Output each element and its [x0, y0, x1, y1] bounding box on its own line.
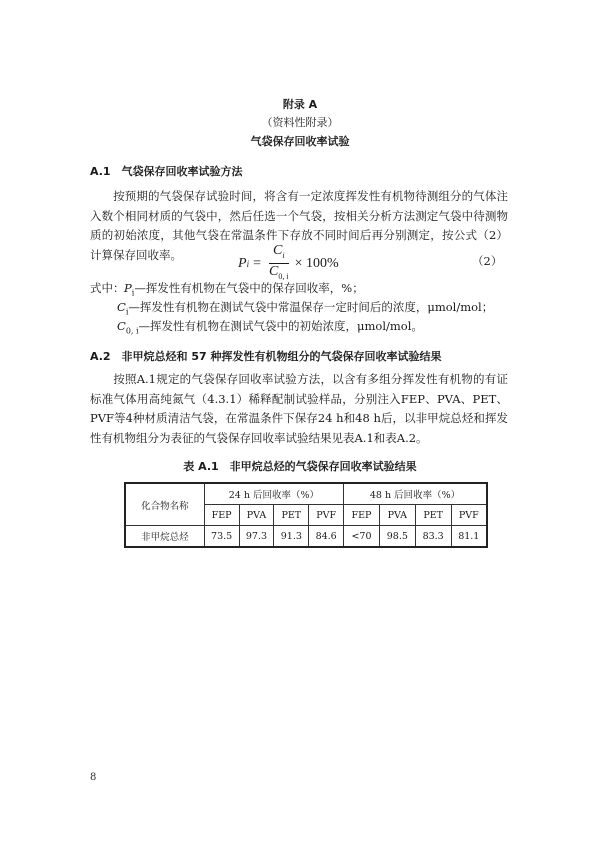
material-header: PET: [274, 505, 309, 526]
formula-denominator: $C_{0, i}$: [268, 264, 289, 281]
page-number: 8: [90, 772, 97, 783]
table-header-row: [125, 483, 487, 505]
formula-lhs: P: [238, 256, 247, 271]
table-cell: 91.3: [274, 526, 309, 548]
formula-number: （2）: [472, 254, 503, 268]
material-header: PET: [415, 505, 451, 526]
row-label: 非甲烷总烃: [125, 526, 204, 548]
material-header: PVA: [379, 505, 415, 526]
table-cell: 98.5: [379, 526, 415, 548]
section-a2-paragraph: [90, 370, 508, 448]
table-cell: 73.5: [204, 526, 239, 548]
where-label: 式中：: [90, 281, 125, 295]
table-cell: 97.3: [239, 526, 274, 548]
formula-lhs-sub: i: [246, 259, 250, 269]
material-header: PVF: [309, 505, 344, 526]
def-ci: $C_i—$挥发性有机物在测试气袋中常温保存一定时间后的浓度，μmol/mol；: [117, 300, 494, 317]
formula-eq: =: [253, 256, 261, 271]
section-a1-heading: A.1 气袋保存回收率试验方法: [90, 165, 243, 178]
material-header: FEP: [344, 505, 380, 526]
appendix-nature: （资料性附录）: [261, 116, 339, 129]
compound-header: 化合物名称: [125, 483, 204, 526]
appendix-title: 附录 A: [282, 98, 318, 111]
section-a2-text: 按照A.1规定的气袋保存回收率试验方法，以含有多组分挥发性有机物的有证标准气体用高纯氮气（4.3.1）稀释配制试验样品，分别注入FEP、PVA、PET、PVF等4种材质清洁气袋，在常温条件下保存24 h和48 h后，以非甲烷总烃和挥发性有机物组分为表征的气袋保存回收率试验结果见表A.1和表A.2。: [90, 372, 508, 445]
group-header-48h: 48 h 后回收率（%）: [344, 483, 487, 505]
material-header: PVA: [239, 505, 274, 526]
table-row: [125, 526, 487, 548]
group-header-24h: 24 h 后回收率（%）: [204, 483, 343, 505]
table-cell: 81.1: [451, 526, 487, 548]
material-header: FEP: [204, 505, 239, 526]
formula-numerator: $C_i$: [269, 244, 289, 264]
formula: [238, 243, 339, 281]
table-caption: 表 A.1 非甲烷总烃的气袋保存回收率试验结果: [183, 460, 417, 473]
recovery-table: [124, 482, 488, 548]
section-a2-heading: A.2 非甲烷总烃和 57 种挥发性有机物组分的气袋保存回收率试验结果: [90, 350, 442, 363]
formula-fraction: [265, 244, 293, 284]
table-cell: <70: [344, 526, 380, 548]
appendix-name: 气袋保存回收率试验: [250, 135, 350, 148]
table-cell: 84.6: [309, 526, 344, 548]
def-pi: $P_i—$挥发性有机物在气袋中的保存回收率，%；: [124, 281, 364, 298]
section-a1-text: 按预期的气袋保存试验时间，将含有一定浓度挥发性有机物待测组分的气体注入数个相同材质的气袋中，然后任选一个气袋，按相关分析方法测定气袋中待测物质的初始浓度，其他气袋在常温条件下存放不同时间后再分别测定，按公式（2）计算保存回收率。: [90, 189, 508, 262]
material-header: PVF: [451, 505, 487, 526]
table-cell: 83.3: [415, 526, 451, 548]
formula-times: × 100%: [294, 256, 339, 271]
def-c0i: $C_{0, i}—$挥发性有机物在测试气袋中的初始浓度，μmol/mol。: [117, 319, 423, 336]
